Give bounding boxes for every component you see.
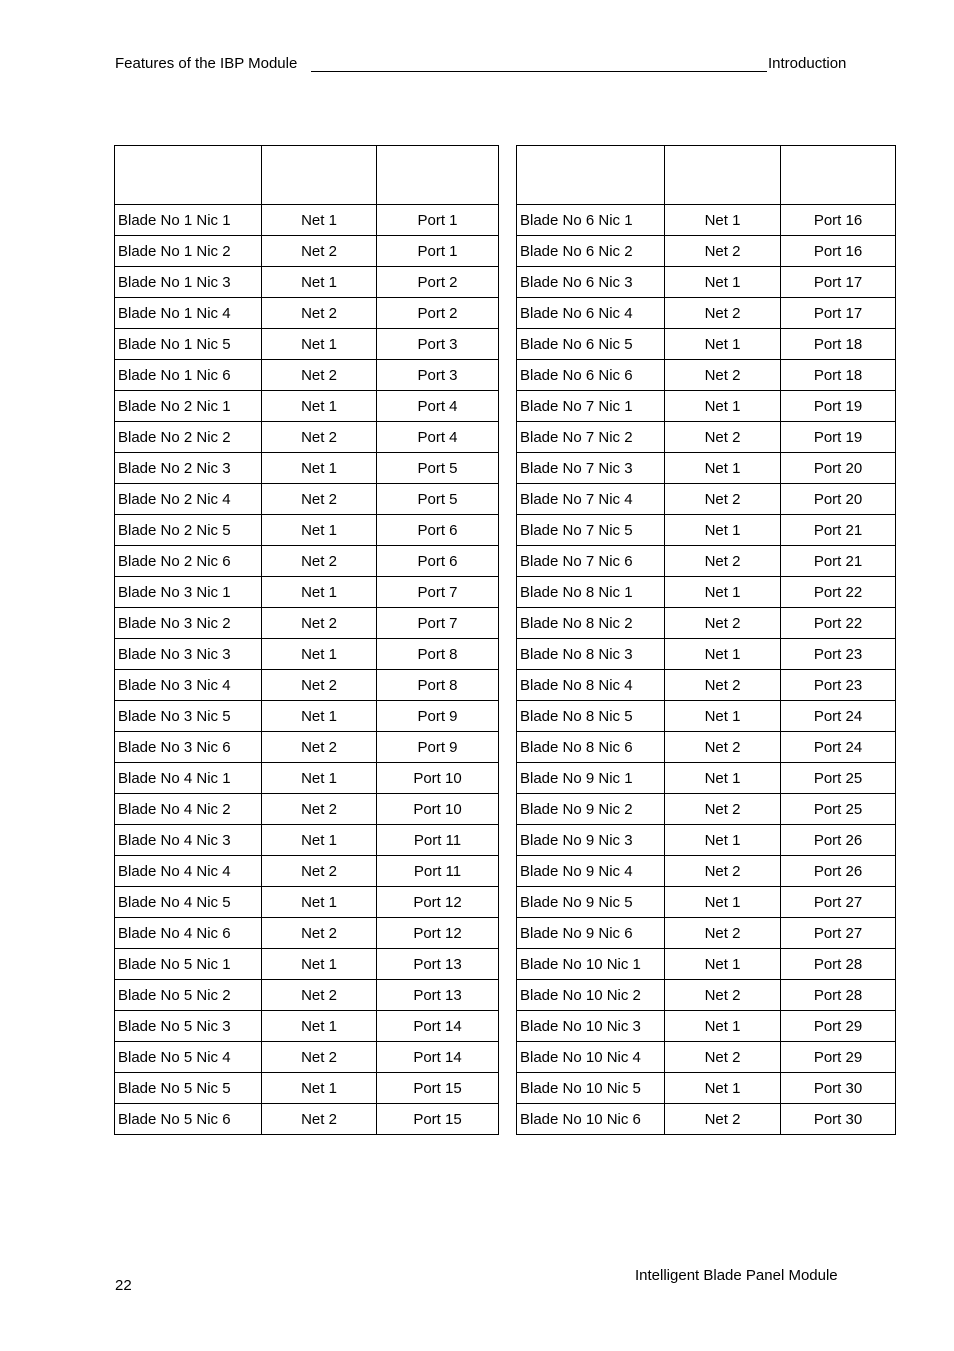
table-row (517, 360, 896, 391)
table-row (115, 577, 499, 608)
table-row (115, 484, 499, 515)
port-cell: Port 12 (377, 887, 499, 918)
blade-nic-cell: Blade No 6 Nic 4 (517, 298, 665, 329)
footer-document-title: Intelligent Blade Panel Module (635, 1267, 838, 1284)
table-row (517, 298, 896, 329)
table-row (517, 701, 896, 732)
table-row (115, 732, 499, 763)
net-cell: Net 2 (262, 980, 377, 1011)
table-row (517, 887, 896, 918)
port-cell: Port 27 (781, 887, 896, 918)
net-cell: Net 2 (262, 670, 377, 701)
net-cell: Net 1 (262, 825, 377, 856)
net-cell: Net 1 (262, 329, 377, 360)
net-cell: Net 2 (665, 794, 781, 825)
header-cell (377, 146, 499, 205)
header-section-title: Features of the IBP Module (115, 55, 298, 72)
table-row (517, 670, 896, 701)
port-cell: Port 13 (377, 949, 499, 980)
port-cell: Port 11 (377, 856, 499, 887)
table-row (115, 794, 499, 825)
port-cell: Port 6 (377, 546, 499, 577)
table-body (517, 146, 896, 1135)
blade-nic-cell: Blade No 7 Nic 2 (517, 422, 665, 453)
port-cell: Port 16 (781, 236, 896, 267)
blade-nic-cell: Blade No 8 Nic 6 (517, 732, 665, 763)
blade-nic-cell: Blade No 8 Nic 5 (517, 701, 665, 732)
blade-nic-cell: Blade No 9 Nic 1 (517, 763, 665, 794)
table-row (115, 949, 499, 980)
blade-nic-cell: Blade No 7 Nic 3 (517, 453, 665, 484)
port-cell: Port 6 (377, 515, 499, 546)
table-row (115, 1104, 499, 1135)
blade-nic-cell: Blade No 10 Nic 1 (517, 949, 665, 980)
port-cell: Port 8 (377, 639, 499, 670)
net-cell: Net 2 (665, 1104, 781, 1135)
blade-nic-cell: Blade No 1 Nic 4 (115, 298, 262, 329)
net-cell: Net 1 (262, 763, 377, 794)
header-chapter-title: Introduction (768, 55, 847, 72)
blade-nic-cell: Blade No 2 Nic 5 (115, 515, 262, 546)
port-cell: Port 21 (781, 515, 896, 546)
table-row (115, 763, 499, 794)
blade-nic-cell: Blade No 3 Nic 2 (115, 608, 262, 639)
table-row (115, 887, 499, 918)
net-cell: Net 1 (665, 453, 781, 484)
net-cell: Net 1 (262, 391, 377, 422)
net-cell: Net 2 (262, 298, 377, 329)
table-row (517, 453, 896, 484)
port-cell: Port 8 (377, 670, 499, 701)
blade-nic-cell: Blade No 2 Nic 4 (115, 484, 262, 515)
table-row (115, 205, 499, 236)
blade-nic-cell: Blade No 6 Nic 5 (517, 329, 665, 360)
port-cell: Port 29 (781, 1042, 896, 1073)
table-row (115, 980, 499, 1011)
net-cell: Net 2 (665, 980, 781, 1011)
header-cell (517, 146, 665, 205)
port-cell: Port 17 (781, 267, 896, 298)
blade-nic-cell: Blade No 8 Nic 1 (517, 577, 665, 608)
blade-nic-cell: Blade No 2 Nic 2 (115, 422, 262, 453)
blade-nic-cell: Blade No 8 Nic 3 (517, 639, 665, 670)
table-row (115, 1073, 499, 1104)
net-cell: Net 1 (262, 701, 377, 732)
net-cell: Net 1 (262, 267, 377, 298)
port-cell: Port 22 (781, 608, 896, 639)
net-cell: Net 1 (262, 1011, 377, 1042)
port-cell: Port 20 (781, 453, 896, 484)
port-cell: Port 7 (377, 608, 499, 639)
net-cell: Net 2 (262, 236, 377, 267)
port-cell: Port 20 (781, 484, 896, 515)
table-row (115, 546, 499, 577)
port-cell: Port 14 (377, 1011, 499, 1042)
net-cell: Net 2 (665, 856, 781, 887)
port-cell: Port 12 (377, 918, 499, 949)
net-cell: Net 1 (665, 515, 781, 546)
net-cell: Net 2 (262, 546, 377, 577)
net-cell: Net 1 (665, 267, 781, 298)
blade-nic-cell: Blade No 10 Nic 3 (517, 1011, 665, 1042)
table-row (517, 267, 896, 298)
table-row (517, 608, 896, 639)
table-row (115, 856, 499, 887)
table-row (115, 391, 499, 422)
port-cell: Port 11 (377, 825, 499, 856)
table-row (517, 794, 896, 825)
blade-nic-cell: Blade No 5 Nic 2 (115, 980, 262, 1011)
port-cell: Port 1 (377, 205, 499, 236)
blade-nic-cell: Blade No 1 Nic 1 (115, 205, 262, 236)
table-row (517, 391, 896, 422)
net-cell: Net 2 (665, 670, 781, 701)
net-cell: Net 1 (665, 329, 781, 360)
port-cell: Port 25 (781, 794, 896, 825)
net-cell: Net 1 (262, 887, 377, 918)
port-cell: Port 26 (781, 856, 896, 887)
net-cell: Net 2 (262, 794, 377, 825)
table-row (517, 732, 896, 763)
table-row (517, 515, 896, 546)
port-cell: Port 24 (781, 701, 896, 732)
net-cell: Net 1 (665, 701, 781, 732)
table-body (115, 146, 499, 1135)
table-row (517, 639, 896, 670)
net-cell: Net 1 (665, 1073, 781, 1104)
blade-nic-cell: Blade No 6 Nic 2 (517, 236, 665, 267)
port-cell: Port 18 (781, 329, 896, 360)
blade-nic-cell: Blade No 5 Nic 5 (115, 1073, 262, 1104)
port-cell: Port 28 (781, 949, 896, 980)
net-cell: Net 1 (665, 949, 781, 980)
net-cell: Net 2 (665, 236, 781, 267)
port-cell: Port 3 (377, 329, 499, 360)
table-row (115, 1011, 499, 1042)
net-cell: Net 2 (665, 546, 781, 577)
blade-nic-cell: Blade No 3 Nic 3 (115, 639, 262, 670)
blade-nic-cell: Blade No 4 Nic 2 (115, 794, 262, 825)
table-row (517, 205, 896, 236)
blade-nic-cell: Blade No 1 Nic 5 (115, 329, 262, 360)
net-cell: Net 2 (262, 1042, 377, 1073)
port-cell: Port 30 (781, 1073, 896, 1104)
port-cell: Port 27 (781, 918, 896, 949)
header-rule (311, 71, 767, 72)
table-row (115, 1042, 499, 1073)
port-cell: Port 25 (781, 763, 896, 794)
net-cell: Net 2 (665, 484, 781, 515)
blade-nic-cell: Blade No 9 Nic 2 (517, 794, 665, 825)
net-cell: Net 1 (262, 515, 377, 546)
port-cell: Port 26 (781, 825, 896, 856)
blade-nic-cell: Blade No 2 Nic 6 (115, 546, 262, 577)
table-row (115, 639, 499, 670)
net-cell: Net 2 (665, 732, 781, 763)
blade-nic-cell: Blade No 2 Nic 1 (115, 391, 262, 422)
table-row (517, 918, 896, 949)
net-cell: Net 1 (665, 577, 781, 608)
blade-nic-cell: Blade No 5 Nic 6 (115, 1104, 262, 1135)
blade-nic-cell: Blade No 6 Nic 1 (517, 205, 665, 236)
table-row (115, 918, 499, 949)
table-row (115, 701, 499, 732)
net-cell: Net 2 (262, 1104, 377, 1135)
net-cell: Net 1 (665, 825, 781, 856)
header-cell (115, 146, 262, 205)
net-cell: Net 1 (262, 577, 377, 608)
net-cell: Net 2 (665, 360, 781, 391)
net-cell: Net 1 (262, 639, 377, 670)
blade-nic-cell: Blade No 5 Nic 4 (115, 1042, 262, 1073)
port-cell: Port 15 (377, 1104, 499, 1135)
port-cell: Port 10 (377, 794, 499, 825)
port-cell: Port 9 (377, 732, 499, 763)
net-cell: Net 2 (665, 422, 781, 453)
net-cell: Net 2 (262, 918, 377, 949)
table-row (517, 546, 896, 577)
port-cell: Port 30 (781, 1104, 896, 1135)
blade-nic-cell: Blade No 3 Nic 4 (115, 670, 262, 701)
table-row (115, 670, 499, 701)
net-cell: Net 1 (262, 453, 377, 484)
net-cell: Net 1 (665, 763, 781, 794)
header-cell (781, 146, 896, 205)
net-cell: Net 1 (665, 639, 781, 670)
table-row (517, 422, 896, 453)
port-cell: Port 28 (781, 980, 896, 1011)
blade-nic-cell: Blade No 5 Nic 3 (115, 1011, 262, 1042)
table-row (115, 329, 499, 360)
net-cell: Net 2 (262, 360, 377, 391)
blade-nic-cell: Blade No 8 Nic 4 (517, 670, 665, 701)
blade-nic-cell: Blade No 9 Nic 4 (517, 856, 665, 887)
port-cell: Port 21 (781, 546, 896, 577)
port-cell: Port 23 (781, 670, 896, 701)
blade-nic-cell: Blade No 7 Nic 4 (517, 484, 665, 515)
net-cell: Net 2 (665, 608, 781, 639)
port-cell: Port 10 (377, 763, 499, 794)
port-cell: Port 7 (377, 577, 499, 608)
port-cell: Port 9 (377, 701, 499, 732)
table-row (517, 949, 896, 980)
port-cell: Port 29 (781, 1011, 896, 1042)
blade-nic-cell: Blade No 9 Nic 5 (517, 887, 665, 918)
table-row (115, 236, 499, 267)
blade-nic-cell: Blade No 3 Nic 6 (115, 732, 262, 763)
blade-nic-cell: Blade No 10 Nic 5 (517, 1073, 665, 1104)
table-row (115, 298, 499, 329)
table-row (115, 608, 499, 639)
blade-nic-cell: Blade No 3 Nic 5 (115, 701, 262, 732)
header-cell (262, 146, 377, 205)
blade-nic-cell: Blade No 1 Nic 3 (115, 267, 262, 298)
blade-nic-cell: Blade No 7 Nic 6 (517, 546, 665, 577)
port-cell: Port 2 (377, 298, 499, 329)
blade-nic-cell: Blade No 6 Nic 3 (517, 267, 665, 298)
net-cell: Net 2 (262, 608, 377, 639)
blade-nic-cell: Blade No 4 Nic 3 (115, 825, 262, 856)
net-cell: Net 2 (665, 918, 781, 949)
port-cell: Port 1 (377, 236, 499, 267)
net-cell: Net 2 (665, 298, 781, 329)
port-cell: Port 5 (377, 453, 499, 484)
table-row (517, 825, 896, 856)
table-header-row (517, 146, 896, 205)
net-cell: Net 1 (262, 1073, 377, 1104)
net-cell: Net 2 (665, 1042, 781, 1073)
port-cell: Port 22 (781, 577, 896, 608)
port-cell: Port 23 (781, 639, 896, 670)
table-row (517, 763, 896, 794)
table-row (517, 856, 896, 887)
table-row (115, 825, 499, 856)
blade-nic-cell: Blade No 4 Nic 1 (115, 763, 262, 794)
table-row (517, 1104, 896, 1135)
blade-nic-cell: Blade No 5 Nic 1 (115, 949, 262, 980)
table-header-row (115, 146, 499, 205)
blade-nic-cell: Blade No 6 Nic 6 (517, 360, 665, 391)
port-cell: Port 4 (377, 391, 499, 422)
blade-nic-cell: Blade No 2 Nic 3 (115, 453, 262, 484)
page-number: 22 (115, 1277, 132, 1294)
port-cell: Port 19 (781, 422, 896, 453)
blade-nic-cell: Blade No 4 Nic 5 (115, 887, 262, 918)
blade-nic-cell: Blade No 9 Nic 3 (517, 825, 665, 856)
table-row (115, 360, 499, 391)
port-cell: Port 2 (377, 267, 499, 298)
net-cell: Net 1 (665, 1011, 781, 1042)
port-cell: Port 17 (781, 298, 896, 329)
net-cell: Net 2 (262, 484, 377, 515)
blade-nic-cell: Blade No 10 Nic 2 (517, 980, 665, 1011)
port-cell: Port 16 (781, 205, 896, 236)
table-row (517, 484, 896, 515)
table-row (115, 515, 499, 546)
net-cell: Net 2 (262, 422, 377, 453)
net-cell: Net 1 (665, 205, 781, 236)
net-cell: Net 1 (665, 887, 781, 918)
nic-mapping-table-left (114, 145, 499, 1135)
table-row (115, 422, 499, 453)
port-cell: Port 24 (781, 732, 896, 763)
port-cell: Port 15 (377, 1073, 499, 1104)
net-cell: Net 1 (262, 949, 377, 980)
port-cell: Port 18 (781, 360, 896, 391)
port-cell: Port 14 (377, 1042, 499, 1073)
port-cell: Port 4 (377, 422, 499, 453)
nic-mapping-table-right (516, 145, 896, 1135)
blade-nic-cell: Blade No 4 Nic 4 (115, 856, 262, 887)
port-cell: Port 19 (781, 391, 896, 422)
table-row (517, 1073, 896, 1104)
blade-nic-cell: Blade No 8 Nic 2 (517, 608, 665, 639)
blade-nic-cell: Blade No 7 Nic 1 (517, 391, 665, 422)
port-cell: Port 13 (377, 980, 499, 1011)
blade-nic-cell: Blade No 4 Nic 6 (115, 918, 262, 949)
table-row (517, 329, 896, 360)
table-row (517, 236, 896, 267)
table-row (517, 980, 896, 1011)
blade-nic-cell: Blade No 7 Nic 5 (517, 515, 665, 546)
net-cell: Net 2 (262, 732, 377, 763)
blade-nic-cell: Blade No 10 Nic 6 (517, 1104, 665, 1135)
net-cell: Net 1 (262, 205, 377, 236)
table-row (517, 1011, 896, 1042)
blade-nic-cell: Blade No 10 Nic 4 (517, 1042, 665, 1073)
table-row (517, 1042, 896, 1073)
table-row (517, 577, 896, 608)
blade-nic-cell: Blade No 9 Nic 6 (517, 918, 665, 949)
port-cell: Port 3 (377, 360, 499, 391)
blade-nic-cell: Blade No 1 Nic 2 (115, 236, 262, 267)
table-row (115, 453, 499, 484)
blade-nic-cell: Blade No 1 Nic 6 (115, 360, 262, 391)
net-cell: Net 2 (262, 856, 377, 887)
table-row (115, 267, 499, 298)
port-cell: Port 5 (377, 484, 499, 515)
net-cell: Net 1 (665, 391, 781, 422)
blade-nic-cell: Blade No 3 Nic 1 (115, 577, 262, 608)
header-cell (665, 146, 781, 205)
